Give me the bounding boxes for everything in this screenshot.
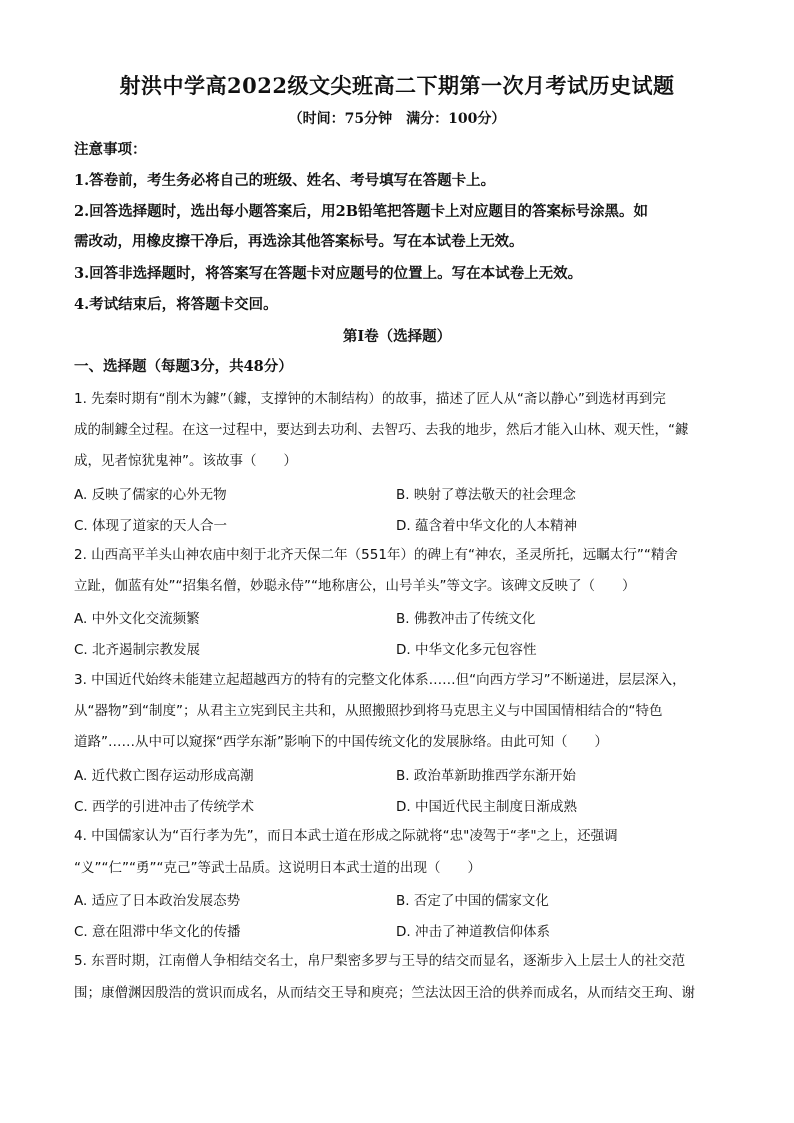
- question-1-line: 成，见者惊犹鬼神”。该故事（ ）: [74, 453, 297, 469]
- question-2-option-c: C. 北齐遏制宗教发展: [74, 642, 201, 658]
- question-4-line: 4. 中国儒家认为“百行孝为先”，而日本武士道在形成之际就将“忠"凌驾于“孝"之上，还强调: [74, 828, 618, 844]
- question-3-line: 道路”……从中可以窥探“西学东渐”影响下的中国传统文化的发展脉络。由此可知（ ）: [74, 734, 608, 750]
- question-4-option-d: D. 冲击了神道教信仰体系: [396, 924, 550, 940]
- question-3-option-a: A. 近代救亡图存运动形成高潮: [74, 768, 254, 784]
- question-1-line: 1. 先秦时期有“削木为鐻”（鐻，支撑钟的木制结构）的故事，描述了匠人从“斋以静心”到选材再到完: [74, 391, 666, 407]
- question-4-option-b: B. 否定了中国的儒家文化: [396, 893, 549, 909]
- question-4-option-c: C. 意在阻滞中华文化的传播: [74, 924, 241, 940]
- question-3-option-c: C. 西学的引进冲击了传统学术: [74, 799, 255, 815]
- question-1-option-d: D. 蕴含着中华文化的人本精神: [396, 518, 577, 534]
- notes-item: 3.回答非选择题时，将答案写在答题卡对应题号的位置上。写在本试卷上无效。: [74, 265, 583, 282]
- question-3-option-d: D. 中国近代民主制度日渐成熟: [396, 799, 577, 815]
- exam-subtitle: （时间：75分钟 满分：100分）: [288, 111, 506, 127]
- notes-item: 1.答卷前，考生务必将自己的班级、姓名、考号填写在答题卡上。: [74, 172, 496, 189]
- question-4-line: “义”“仁”“勇”“克己”等武士品质。这说明日本武士道的出现（ ）: [74, 860, 481, 876]
- notes-heading: 注意事项：: [74, 141, 147, 158]
- section-title: 第Ⅰ卷（选择题）: [342, 328, 452, 345]
- question-2-line: 立趾，伽蓝有处”“招集名僧，妙聪永侍”“地称唐公，山号羊头”等文字。该碑文反映了（ ）: [74, 578, 636, 594]
- question-3-option-b: B. 政治革新助推西学东渐开始: [396, 768, 576, 784]
- part-heading: 一、选择题（每题3分，共48分）: [74, 358, 293, 375]
- question-2-option-a: A. 中外文化交流频繁: [74, 611, 200, 627]
- question-1-option-a: A. 反映了儒家的心外无物: [74, 487, 227, 503]
- question-5-line: 5. 东晋时期，江南僧人争相结交名士，帛尸梨密多罗与王导的结交而显名，逐渐步入上层士人的社交范: [74, 953, 686, 969]
- question-1-option-c: C. 体现了道家的天人合一: [74, 518, 228, 534]
- question-2-option-d: D. 中华文化多元包容性: [396, 642, 537, 658]
- question-3-line: 从“器物”到“制度”；从君主立宪到民主共和，从照搬照抄到将马克思主义与中国国情相结合的“特色: [74, 703, 663, 719]
- question-4-option-a: A. 适应了日本政治发展态势: [74, 893, 241, 909]
- question-2-line: 2. 山西高平羊头山神农庙中刻于北齐天保二年（551年）的碑上有“神农，圣灵所托，远瞩太行”“精舍: [74, 547, 678, 563]
- notes-item: 2.回答选择题时，选出每小题答案后，用2B铅笔把答题卡上对应题目的答案标号涂黑。如: [74, 203, 648, 220]
- notes-item: 4.考试结束后，将答题卡交回。: [74, 296, 278, 313]
- question-1-option-b: B. 映射了尊法敬天的社会理念: [396, 487, 576, 503]
- question-2-option-b: B. 佛教冲击了传统文化: [396, 611, 536, 627]
- question-1-line: 成的制鐻全过程。在这一过程中，要达到去功利、去智巧、去我的地步，然后才能入山林、观天性，“鐻: [74, 422, 689, 438]
- question-5-line: 围；康僧渊因殷浩的赏识而成名，从而结交王导和庾亮；竺法汰因王洽的供养而成名，从而结交王珣、谢: [74, 985, 695, 1001]
- question-3-line: 3. 中国近代始终未能建立起超越西方的特有的完整文化体系……但“向西方学习”不断递进，层层深入，: [74, 672, 686, 688]
- exam-title: 射洪中学高2022级文尖班高二下期第一次月考试历史试题: [119, 73, 675, 98]
- notes-item: 需改动，用橡皮擦干净后，再选涂其他答案标号。写在本试卷上无效。: [74, 233, 524, 250]
